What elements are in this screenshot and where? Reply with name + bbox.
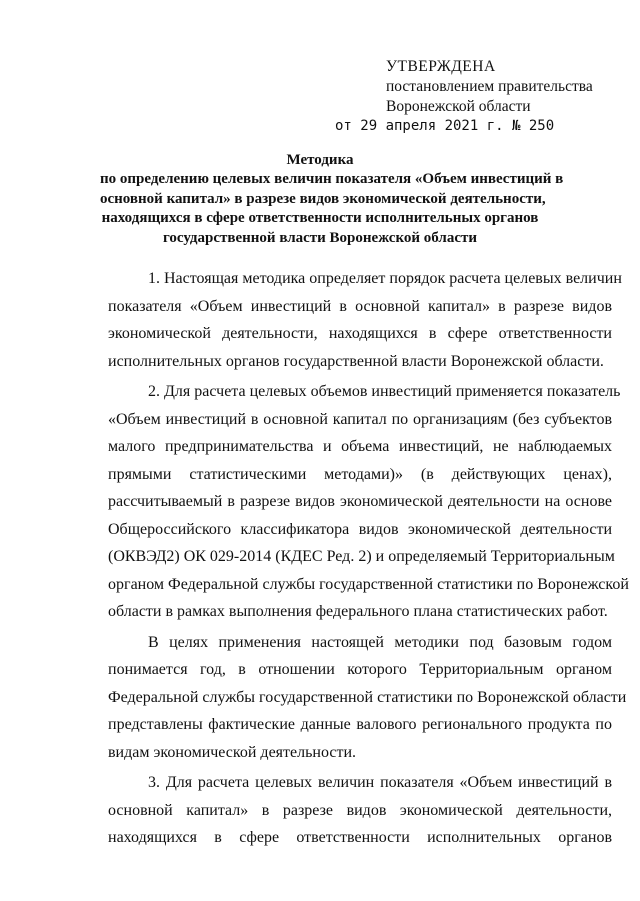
approval-line-2: Воронежской области: [386, 98, 531, 115]
text-line: исполнительных органов государственной власти Воронежской области.: [108, 352, 604, 370]
text-line: рассчитываемый в разрезе видов экономической деятельности на основе: [108, 493, 612, 510]
text-line: «Объем инвестиций в основной капитал по организациям (без субъектов: [108, 410, 612, 428]
text-line: понимается год, в отношении которого Территориальным органом: [108, 661, 612, 678]
text-line: основной капитал» в разрезе видов экономической деятельности,: [108, 801, 612, 819]
heading-line: по определению целевых величин показателя «Объем инвестиций в: [100, 171, 564, 188]
text-line: прямыми статистическими методами)» (в действующих ценах),: [108, 465, 612, 483]
text-line: 3. Для расчета целевых величин показателя «Объем инвестиций в: [148, 774, 612, 791]
text-line: экономической деятельности, находящихся в сфере ответственности: [108, 325, 612, 342]
text-line: показателя «Объем инвестиций в основной капитал» в разрезе видов: [108, 297, 612, 315]
paragraph-3: [108, 629, 627, 767]
text-line: 2. Для расчета целевых объемов инвестиций применяется показатель: [148, 383, 621, 400]
text-line: малого предпринимательства и объема инвестиций, не наблюдаемых: [108, 438, 612, 455]
approval-block: [386, 57, 626, 117]
approval-title: УТВЕРЖДЕНА: [386, 58, 496, 75]
text-line: органом Федеральной службы государственной статистики по Воронежской: [108, 575, 629, 593]
text-line: представлены фактические данные валового регионального продукта по: [108, 716, 612, 733]
paragraph-1: [108, 265, 622, 375]
heading-title: Методика: [286, 152, 354, 168]
approval-line-1: постановлением правительства: [386, 78, 593, 95]
approval-date: от 29 апреля 2021 г. № 250: [335, 118, 555, 134]
text-line: 1. Настоящая методика определяет порядок расчета целевых величин: [148, 270, 622, 287]
text-line: видам экономической деятельности.: [108, 743, 357, 761]
heading-line: государственной власти Воронежской области: [162, 229, 478, 246]
heading-line: основной капитал» в разрезе видов экономической деятельности,: [100, 190, 546, 207]
text-line: В целях применения настоящей методики под базовым годом: [148, 633, 612, 651]
paragraph-2: [108, 378, 629, 626]
document-heading: [100, 151, 564, 248]
heading-line: находящихся в сфере ответственности исполнительных органов: [101, 210, 539, 227]
text-line: Федеральной службы государственной статистики по Воронежской области: [108, 688, 627, 706]
paragraph-4: [108, 769, 612, 852]
text-line: находящихся в сфере ответственности исполнительных органов: [108, 829, 612, 846]
text-line: Общероссийского классификатора видов экономической деятельности: [108, 520, 612, 538]
document-body: [108, 265, 629, 852]
text-line: области в рамках выполнения федерального плана статистических работ.: [108, 603, 608, 620]
text-line: (ОКВЭД2) ОК 029-2014 (КДЕС Ред. 2) и определяемый Территориальным: [108, 548, 615, 565]
